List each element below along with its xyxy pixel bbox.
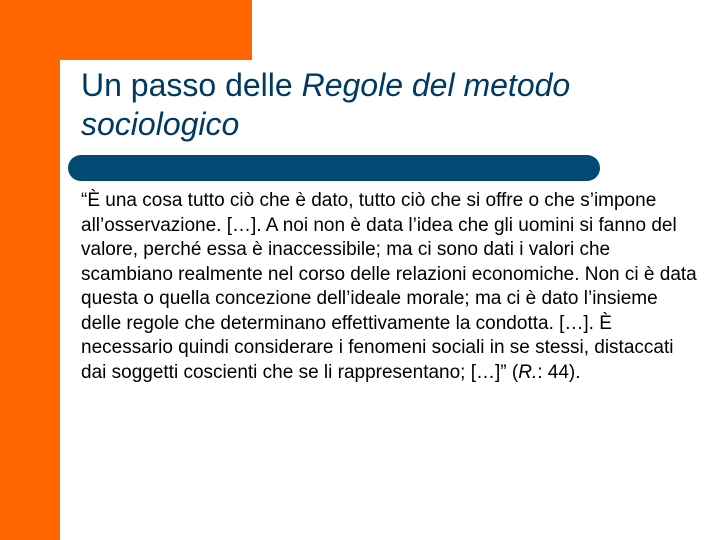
quote-text: “È una cosa tutto ciò che è dato, tutto ciò che si offre o che s’impone all’osservazione. […]. A noi non è data l’idea che gli uomini si fanno del valore, perché essa è inaccessibile; ma ci sono dati i valori che scambiano realmente nel corso delle relazioni economiche. Non ci è data questa o quella concezione dell’ideale morale; ma ci è dato l’insieme delle regole che determinano effettivamente la condotta. […]. È necessario quindi considerare i fenomeni sociali in se stessi, distaccati dai soggetti coscienti che se li rappresentano; […]” ( — [81, 190, 697, 383]
quote-paragraph — [81, 189, 701, 385]
orange-side-band — [0, 0, 60, 540]
title-italic-text: Regole del metodo sociologico — [81, 67, 571, 142]
title-divider-bar — [68, 155, 600, 181]
quote-citation-page: : 44). — [537, 361, 581, 383]
title-plain-text: Un passo delle — [81, 67, 302, 103]
quote-citation-source: R. — [518, 361, 538, 383]
slide-title — [81, 66, 701, 144]
